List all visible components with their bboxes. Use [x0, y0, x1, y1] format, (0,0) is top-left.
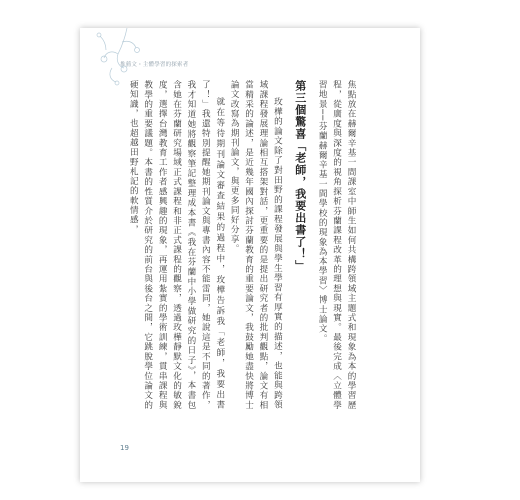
section-heading: 第三個驚喜「老師，我要出書了！」: [293, 80, 307, 272]
paragraph-3: 就在等待期刊論文審查結果的過程中，玫樺告訴我「老師，我要出書了！」我還特別提醒她期刊論文與專書內容不能雷同，她說這是不同的著作，我才知道她將觀察筆記整理成本書《我在芬蘭中小學做研究的日子》，本書包含她在芬蘭研究場域正式課程和非正式課程的觀察，透過玫樺靜默文化的敏銳度，選擇台灣教育工作者感興趣的現象，再運用紮實的學術訓練，貫串課程與教學的重要議題。本書的性質介於研究的前台與後台之間，它跳脫學位論文的硬知識，也超越田野札記的軟情感，: [128, 80, 225, 410]
paragraph-2: 玫樺的論文除了對田野的課程發展與學生學習有厚實的描述，也能與跨領域課程發展理論相互搭架對話，更重要的是提出研究者的批判觀點，論文有相當精采的論述，是近幾年國內探討芬蘭教育的重要論文，我鼓勵她盡快將博士論文改寫為期刊論文，與更多同好分享。: [229, 80, 283, 410]
book-page: [80, 28, 420, 482]
page-number: 19: [120, 444, 129, 452]
running-head: 推薦文・主體學習的探索者: [120, 62, 189, 68]
floral-ornament-icon: [92, 28, 162, 88]
body-text-column: [126, 80, 358, 410]
paragraph-1: 焦點放在赫爾辛基一間課室中師生如何共構跨領域主題式和現象為本的學習歷程，從廣度與深度的視角探析芬蘭課程改革的理想與現實。最後完成〈立體學習地景──芬蘭赫爾辛基一間學校的現象為本學習〉博士論文。: [317, 80, 356, 410]
